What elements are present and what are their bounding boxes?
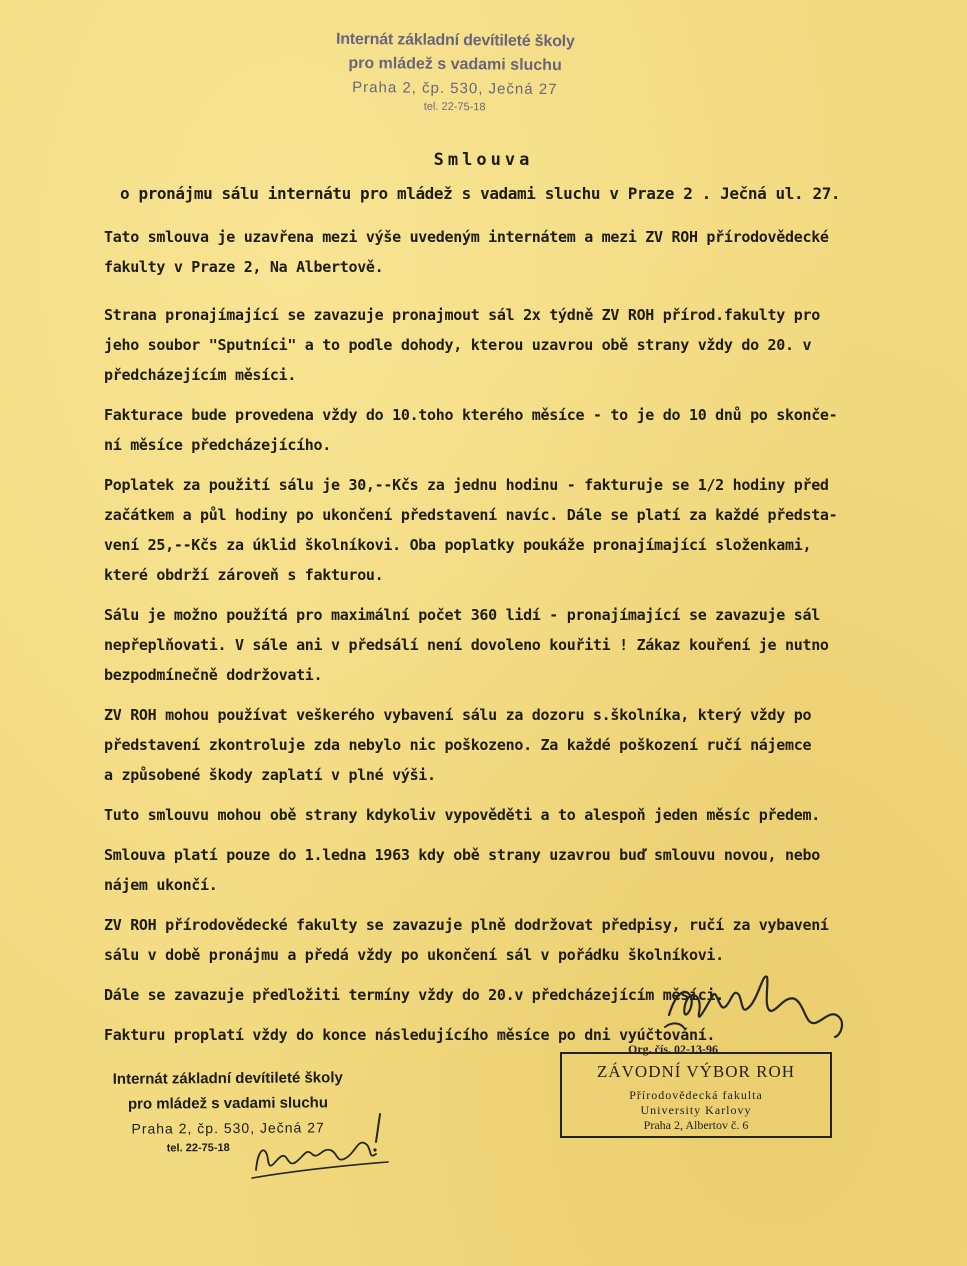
org-rubber-stamp bbox=[560, 1052, 832, 1138]
text-line: fakulty v Praze 2, Na Albertově. bbox=[104, 258, 384, 276]
paragraph-invoicing bbox=[104, 400, 924, 460]
text-line: Tuto smlouvu mohou obě strany kdykoliv vypověděti a to alespoň jeden měsíc předem. bbox=[104, 806, 820, 824]
signature-right bbox=[655, 965, 855, 1045]
header-stamp-line4: tel. 22-75-18 bbox=[423, 100, 486, 114]
footer-stamp-line4: tel. 22-75-18 bbox=[166, 1141, 230, 1155]
text-line: představení zkontroluje zda nebylo nic poškozeno. Za každé poškození ručí nájemce bbox=[104, 736, 812, 754]
text-line: Sálu je možno použítá pro maximální počet 360 lidí - pronajímající se zavazuje sál bbox=[104, 606, 820, 624]
paragraph-fees bbox=[104, 470, 924, 590]
document-subtitle: o pronájmu sálu internátu pro mládež s vadami sluchu v Praze 2 . Ječná ul. 27. bbox=[120, 184, 841, 203]
text-line: ZV ROH mohou používat veškerého vybavení sálu za dozoru s.školníka, který vždy po bbox=[104, 706, 812, 724]
text-line: a způsobené škody zaplatí v plné výši. bbox=[104, 766, 436, 784]
text-line: předcházejícím měsíci. bbox=[104, 366, 297, 384]
header-stamp-line3: Praha 2, čp. 530, Ječná 27 bbox=[352, 78, 558, 99]
paragraph-rental-terms bbox=[104, 300, 924, 390]
org-number: Org. čís. 02-13-96 bbox=[628, 1042, 718, 1056]
paragraph-parties bbox=[104, 222, 924, 282]
footer-stamp-line1: Internát základní devítileté školy bbox=[112, 1069, 343, 1088]
text-line: nepřeplňovati. V sále ani v předsálí není dovoleno kouřiti ! Zákaz kouření je nutno bbox=[104, 636, 829, 654]
footer-stamp-line2: pro mládež s vadami sluchu bbox=[127, 1094, 329, 1113]
paragraph-equipment bbox=[104, 700, 924, 790]
paragraph-capacity bbox=[104, 600, 924, 690]
text-line: sálu v době pronájmu a předá vždy po ukončení sál v pořádku školníkovi. bbox=[104, 946, 724, 964]
text-line: Poplatek za použití sálu je 30,--Kčs za jednu hodinu - fakturuje se 1/2 hodiny před bbox=[104, 476, 829, 494]
text-line: Fakturace bude provedena vždy do 10.toho kterého měsíce - to je do 10 dnů po skonče- bbox=[104, 406, 838, 424]
text-line: bezpodmínečně dodržovati. bbox=[104, 666, 323, 684]
text-line: Strana pronajímající se zavazuje pronajmout sál 2x týdně ZV ROH přírod.fakulty pro bbox=[104, 306, 820, 324]
header-stamp-line1: Internát základní devítileté školy bbox=[335, 30, 575, 51]
text-line: které obdrží zároveň s fakturou. bbox=[104, 566, 384, 584]
org-stamp-line2: Přírodovědecká fakulta bbox=[629, 1088, 763, 1102]
text-line: jeho soubor "Sputníci" a to podle dohody, kterou uzavrou obě strany vždy do 20. v bbox=[104, 336, 812, 354]
footer-stamp-line3: Praha 2, čp. 530, Ječná 27 bbox=[131, 1119, 325, 1137]
text-line: začátkem a půl hodiny po ukončení představení navíc. Dále se platí za každé předsta- bbox=[104, 506, 838, 524]
header-stamp-line2: pro mládež s vadami sluchu bbox=[348, 54, 562, 75]
text-line: Smlouva platí pouze do 1.ledna 1963 kdy obě strany uzavrou buď smlouvu novou, nebo bbox=[104, 846, 820, 864]
text-line: Dále se zavazuje předložiti termíny vždy do 20.v předcházejícím měsíci. bbox=[104, 986, 724, 1004]
document-title: Smlouva bbox=[433, 150, 534, 170]
paragraph-validity bbox=[104, 840, 924, 900]
paragraph-obligations bbox=[104, 910, 924, 970]
org-stamp-line1: ZÁVODNÍ VÝBOR ROH bbox=[596, 1062, 796, 1081]
text-line: nájem ukončí. bbox=[104, 876, 218, 894]
paragraph-termination bbox=[104, 800, 924, 830]
text-line: ZV ROH přírodovědecké fakulty se zavazuje plně dodržovat předpisy, ručí za vybavení bbox=[104, 916, 829, 934]
text-line: ní měsíce předcházejícího. bbox=[104, 436, 332, 454]
text-line: vení 25,--Kčs za úklid školníkovi. Oba poplatky poukáže pronajímající složenkami, bbox=[104, 536, 812, 554]
text-line: Fakturu proplatí vždy do konce následujícího měsíce po dni vyúčtování. bbox=[104, 1026, 716, 1044]
org-stamp-line3: University Karlovy bbox=[640, 1103, 752, 1117]
text-line: Tato smlouva je uzavřena mezi výše uvedeným internátem a mezi ZV ROH přírodovědecké bbox=[104, 228, 829, 246]
contract-body bbox=[104, 222, 924, 1060]
org-stamp-line4: Praha 2, Albertov č. 6 bbox=[643, 1118, 749, 1132]
header-institution-stamp bbox=[330, 31, 581, 115]
signature-left bbox=[248, 1108, 398, 1188]
